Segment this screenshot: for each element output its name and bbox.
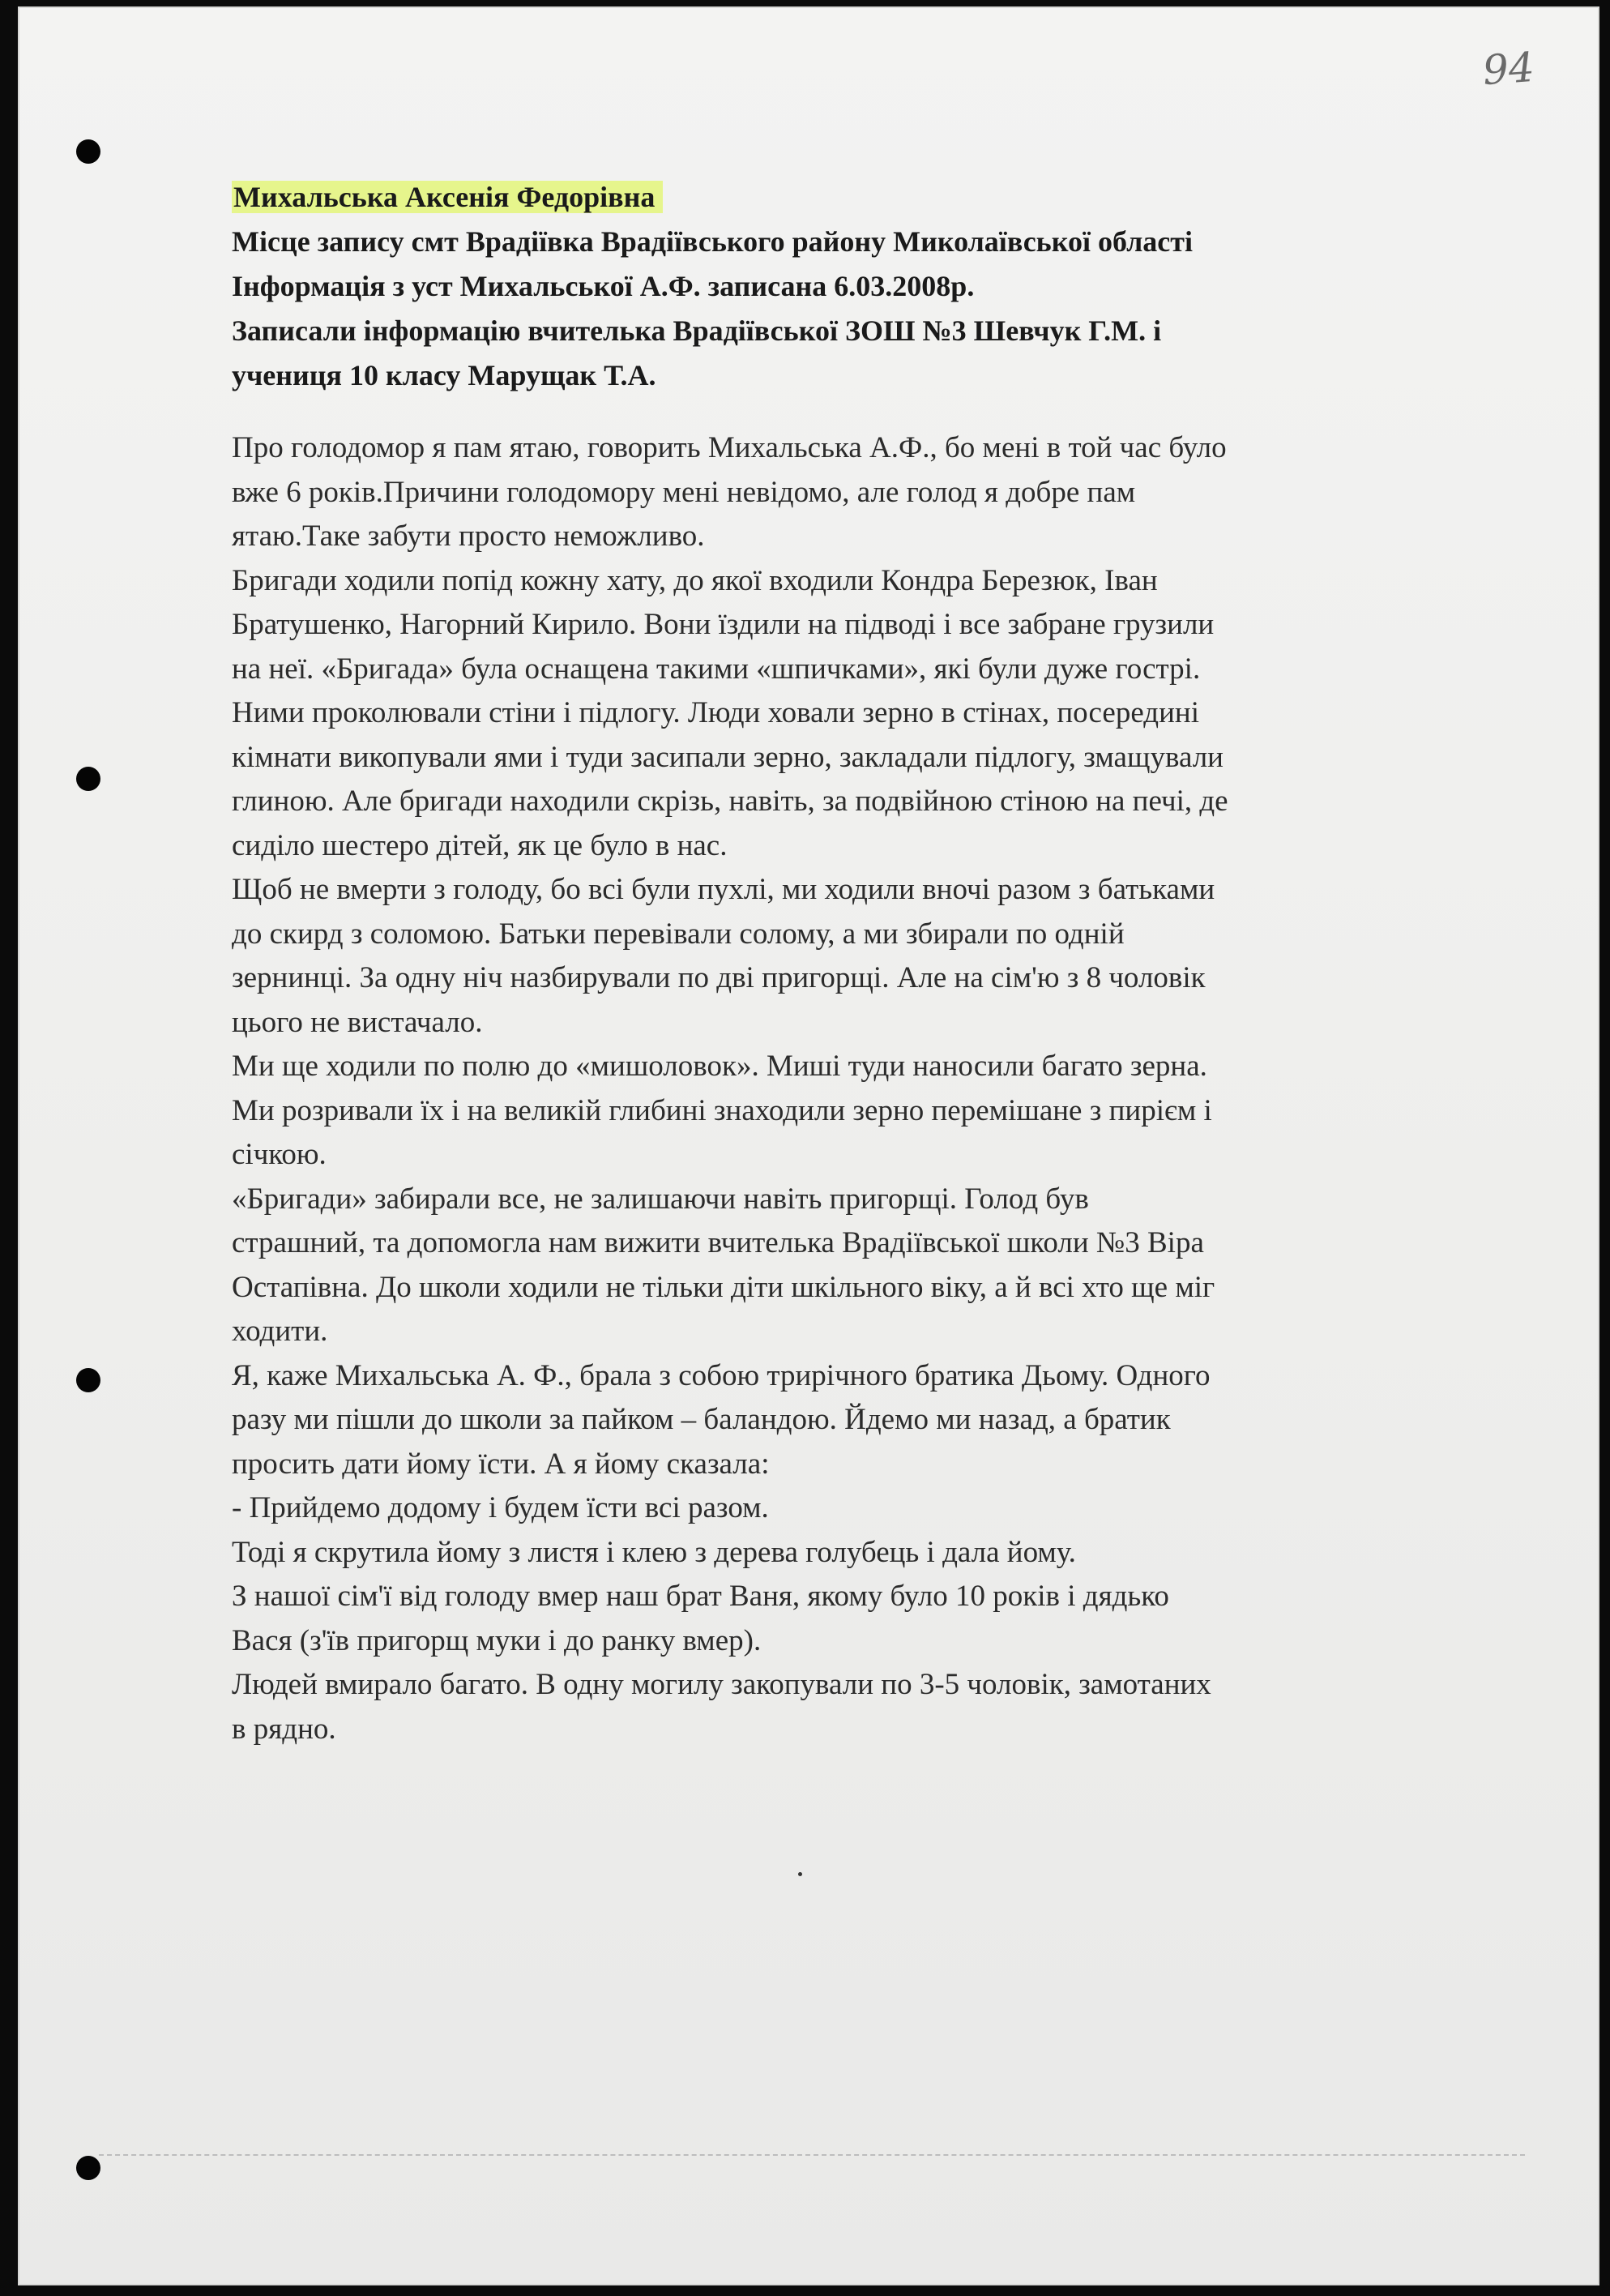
page-number: 94 <box>1481 43 1536 95</box>
testimony-line: - Прийдемо додому і будем їсти всі разом. <box>232 1491 769 1524</box>
testimony-line: Ми ще ходили по полю до «мишоловок». Миші туди наносили багато зерна. <box>232 1050 1207 1083</box>
document-header <box>232 175 1496 398</box>
testimony-line: глиною. Але бригади находили скрізь, навіть, за подвійною стіною на печі, де <box>232 785 1228 818</box>
testimony-line: Тоді я скрутила йому з листя і клею з дерева голубець і дала йому. <box>232 1535 1076 1569</box>
testimony-line: ходити. <box>232 1315 328 1348</box>
testimony-line: до скирд з соломою. Батьки перевівали солому, а ми збирали по одній <box>232 917 1125 951</box>
testimony-line: Вася (з'їв пригорщ муки і до ранку вмер). <box>232 1623 762 1657</box>
punch-hole-1 <box>76 139 100 164</box>
punch-hole-4 <box>76 2156 100 2180</box>
testimony-line: Про голодомор я пам ятаю, говорить Михальська А.Ф., бо мені в той час було <box>232 431 1227 464</box>
punch-hole-3 <box>76 1368 100 1392</box>
testimony-line: Остапівна. До школи ходили не тільки діти шкільного віку, а й всі хто ще міг <box>232 1270 1215 1304</box>
document-page <box>18 6 1599 2285</box>
testimony-line: цього не вистачало. <box>232 1005 483 1039</box>
testimony-line: кімнати викопували ями і туди засипали зерно, закладали підлогу, змащували <box>232 740 1224 774</box>
testimony-line: Бригади ходили попід кожну хату, до якої входили Кондра Березюк, Іван <box>232 563 1158 597</box>
testimony-line: «Бригади» забирали все, не залишаючи навіть пригорщі. Голод був <box>232 1182 1089 1216</box>
testimony-line: Я, каже Михальська А. Ф., брала з собою трирічного братика Дьому. Одного <box>232 1358 1211 1392</box>
interviewee-name: Михальська Аксенія Федорівна <box>232 181 663 213</box>
testimony-line: разу ми пішли до школи за пайком – баландою. Йдемо ми назад, а братик <box>232 1403 1171 1436</box>
recording-place: Місце запису смт Врадіївка Врадіївського району Миколаївської області <box>232 225 1193 258</box>
testimony-line: зернинці. За одну ніч назбирували по дві пригорщі. Але на сім'ю з 8 чоловік <box>232 961 1206 994</box>
testimony-line: Ми розривали їх і на великій глибині знаходили зерно перемішане з пирієм і <box>232 1093 1212 1127</box>
testimony-line: З нашої сім'ї від голоду вмер наш брат Ваня, якому було 10 років і дядько <box>232 1580 1169 1613</box>
recording-info: Інформація з уст Михальської А.Ф. записана 6.03.2008р. <box>232 270 975 302</box>
testimony-line: на неї. «Бригада» була оснащена такими «шпичками», які були дуже гострі. <box>232 652 1201 686</box>
testimony-line: вже 6 років.Причини голодомору мені невідомо, але голод я добре пам <box>232 475 1136 509</box>
testimony-line: ятаю.Таке забути просто неможливо. <box>232 519 705 553</box>
testimony-text <box>232 426 1496 1751</box>
testimony-line: Ними проколювали стіни і підлогу. Люди ховали зерно в стінах, посередині <box>232 696 1199 729</box>
testimony-line: просить дати йому їсти. А я йому сказала: <box>232 1447 770 1481</box>
testimony-line: Людей вмирало багато. В одну могилу закопували по 3-5 чоловік, замотаних <box>232 1668 1211 1701</box>
recorders-line-2: учениця 10 класу Марущак Т.А. <box>232 359 656 391</box>
testimony-line: Братушенко, Нагорний Кирило. Вони їздили на підводі і все забране грузили <box>232 608 1215 641</box>
testimony-line: в рядно. <box>232 1712 336 1746</box>
scan-edge-mark <box>99 2154 1525 2156</box>
scan-speck <box>798 1872 802 1876</box>
testimony-line: січкою. <box>232 1138 327 1171</box>
testimony-line: сиділо шестеро дітей, як це було в нас. <box>232 828 728 862</box>
punch-hole-2 <box>76 767 100 791</box>
testimony-line: Щоб не вмерти з голоду, бо всі були пухлі, ми ходили вночі разом з батьками <box>232 873 1215 906</box>
recorders-line-1: Записали інформацію вчителька Врадіївської ЗОШ №3 Шевчук Г.М. і <box>232 314 1162 347</box>
testimony-line: страшний, та допомогла нам вижити вчителька Врадіївської школи №3 Віра <box>232 1226 1204 1259</box>
